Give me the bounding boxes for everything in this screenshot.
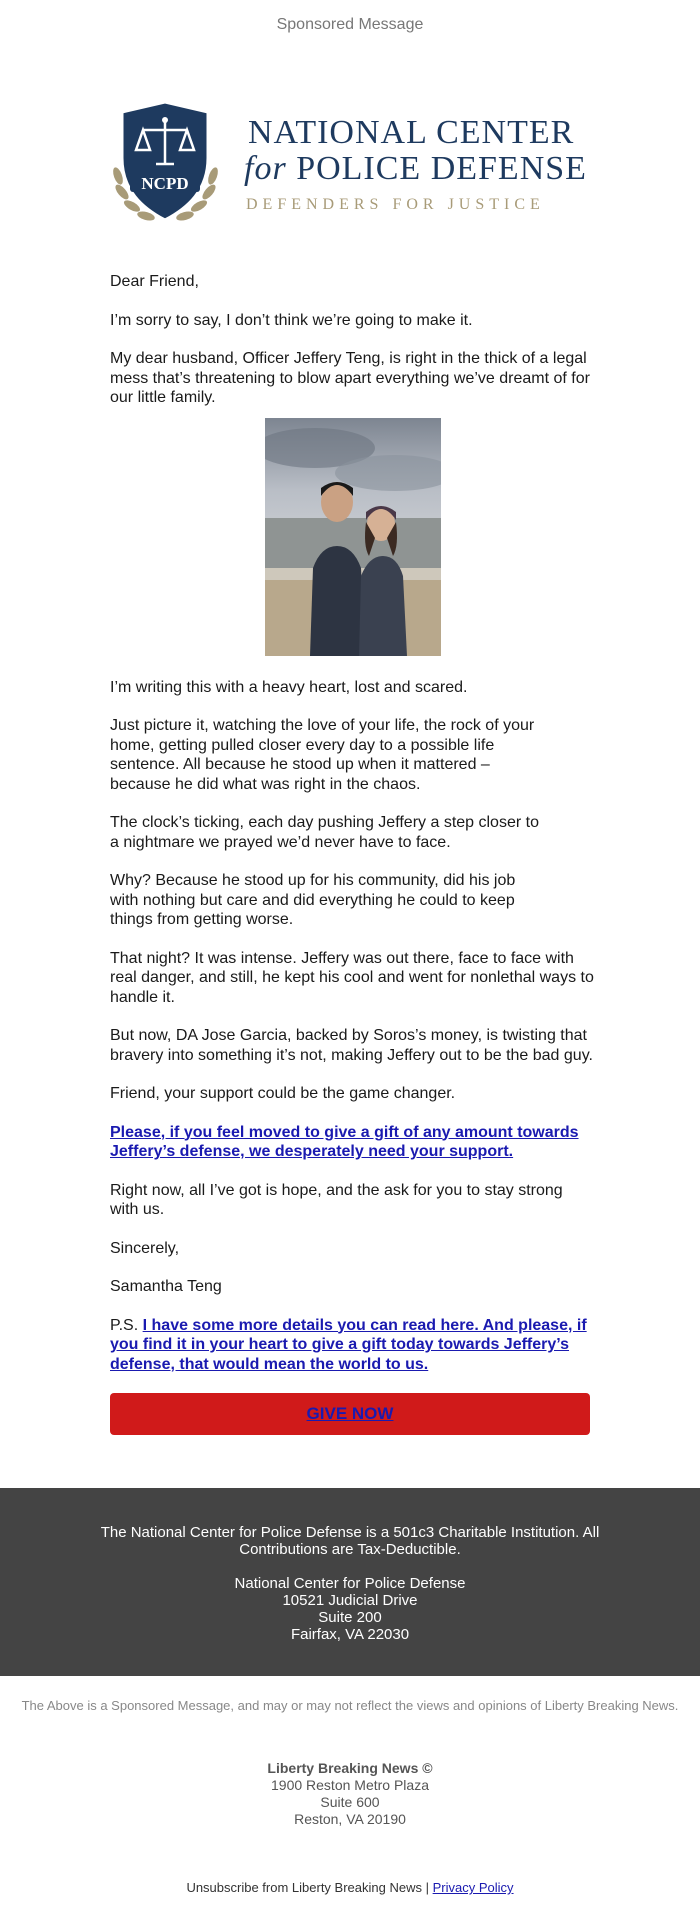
signoff: Sincerely, (110, 1239, 180, 1257)
give-now-button[interactable]: GIVE NOW (110, 1393, 590, 1435)
org-footer (0, 1488, 700, 1676)
letter-paragraph: That night? It was intense. Jeffery was out there, face to face with real danger, and still, he kept his cool and went for nonlethal ways to handle it. (110, 949, 594, 1006)
greeting: Dear Friend, (110, 273, 199, 290)
letter-paragraph: Friend, your support could be the game changer. (110, 1085, 456, 1102)
letter-paragraph: Why? Because he stood up for his community, did his job with nothing but care and did everything he could to keep things from getting worse. (110, 872, 516, 928)
couple-photo (265, 418, 441, 656)
donate-link[interactable]: Please, if you feel moved to give a gift of any amount towards Jeffery’s defense, we desperately need your support. (110, 1123, 579, 1160)
unsubscribe-text[interactable]: Unsubscribe from Liberty Breaking News (186, 1880, 422, 1895)
org-name-line1: NATIONAL CENTER (248, 114, 575, 151)
letter-body (110, 272, 595, 1435)
letter-paragraph: But now, DA Jose Garcia, backed by Soros’s money, is twisting that bravery into something it’s not, making Jeffery out to be the bad guy. (110, 1027, 593, 1064)
sponsored-label: Sponsored Message (276, 16, 424, 33)
letter-paragraph: Right now, all I’ve got is hope, and the ask for you to stay strong with us. (110, 1181, 563, 1218)
badge-text: NCPD (141, 174, 189, 193)
photo-image (265, 418, 441, 656)
ncpd-shield-logo (108, 98, 223, 228)
org-tagline: DEFENDERS FOR JUSTICE (246, 196, 545, 213)
ps-details-link[interactable]: I have some more details you can read here. And please, if you find it in your heart to give a gift today towards Jeffery’s defense, that would mean the world to us. (110, 1316, 587, 1373)
letter-paragraph: I’m writing this with a heavy heart, lost and scared. (110, 678, 468, 696)
tax-disclaimer: The National Center for Police Defense is a 501c3 Charitable Institution. All Contributions are Tax-Deductible. (100, 1524, 600, 1558)
letter-paragraph: The clock’s ticking, each day pushing Jeffery a step closer to a nightmare we prayed we’d never have to face. (110, 814, 539, 851)
publisher-address: Liberty Breaking News © 1900 Reston Metro Plaza Suite 600 Reston, VA 20190 (267, 1760, 433, 1827)
sponsor-disclaimer: The Above is a Sponsored Message, and may or may not reflect the views and opinions of Liberty Breaking News. (21, 1698, 679, 1713)
signature: Samantha Teng (110, 1278, 222, 1295)
postscript: P.S. I have some more details you can read here. And please, if you find it in your heart to give a gift today towards Jeffery’s defense, that would mean the world to us. (110, 1316, 587, 1373)
org-address: National Center for Police Defense 10521 Judicial Drive Suite 200 Fairfax, VA 22030 (234, 1575, 466, 1643)
letter-paragraph: My dear husband, Officer Jeffery Teng, is right in the thick of a legal mess that’s threatening to blow apart everything we’ve dreamt of for our little family. (110, 350, 590, 406)
letter-paragraph: I’m sorry to say, I don’t think we’re going to make it. (110, 311, 473, 329)
letter-paragraph: Just picture it, watching the love of your life, the rock of your home, getting pulled closer every day to a possible life sentence. All because he stood up when it mattered – because he did what was right in the chaos. (110, 717, 535, 793)
org-logo (0, 50, 700, 250)
unsubscribe-bar: Unsubscribe from Liberty Breaking News | Privacy Policy (186, 1880, 514, 1895)
org-name-line2: for POLICE DEFENSE (244, 150, 587, 187)
privacy-policy-link[interactable]: Privacy Policy (432, 1880, 514, 1895)
